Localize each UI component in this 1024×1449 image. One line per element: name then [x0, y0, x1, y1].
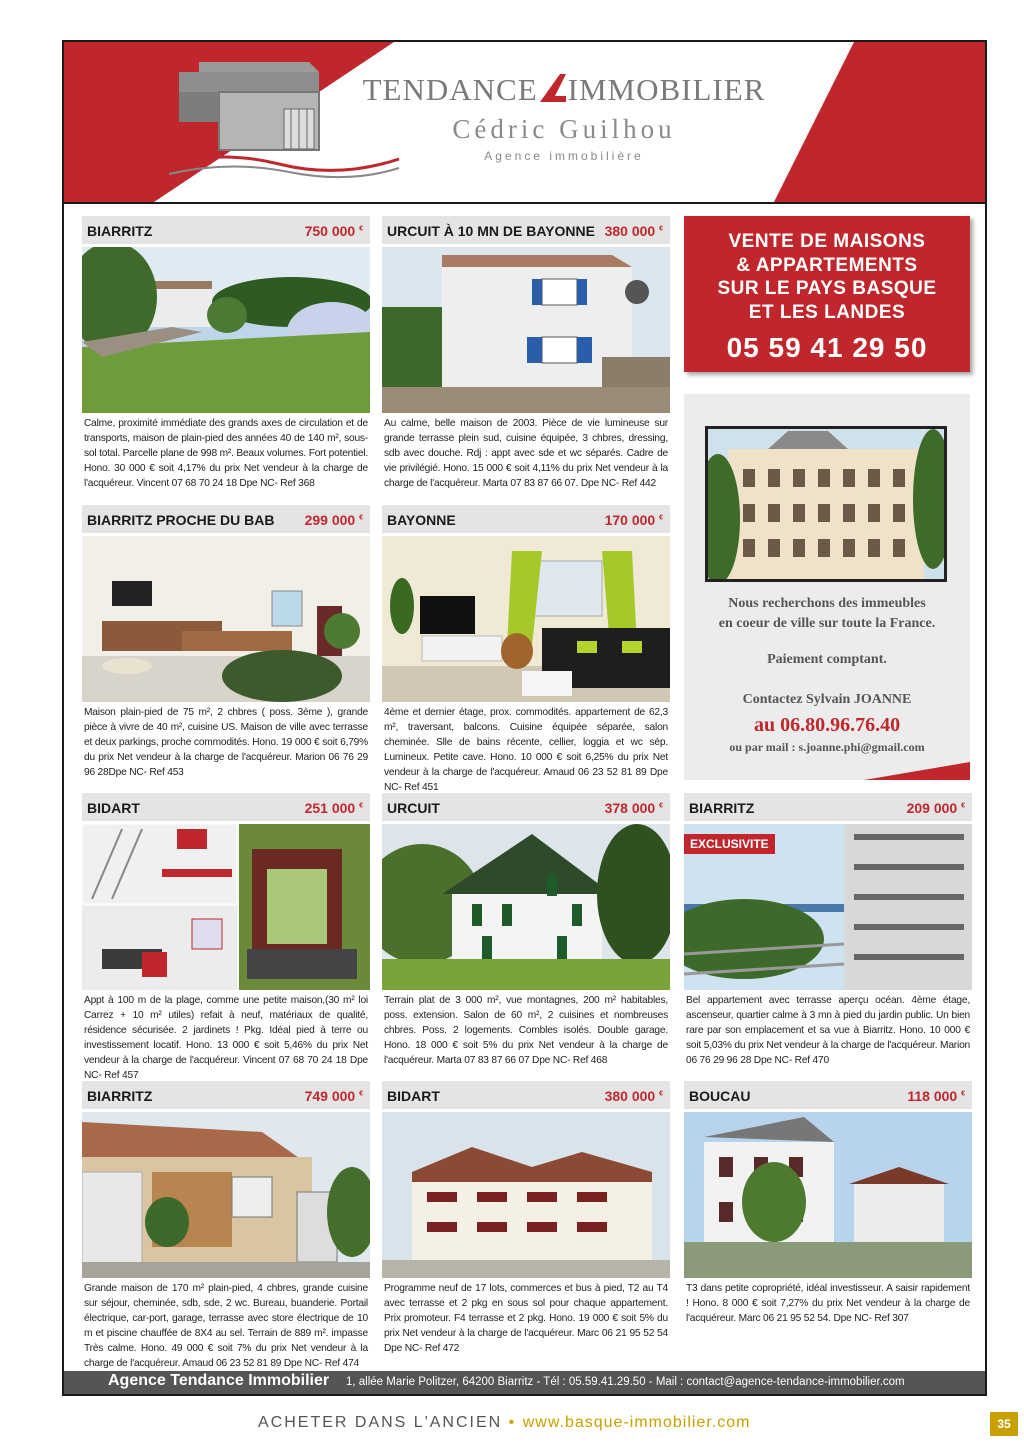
listing-city: BIDART — [87, 800, 140, 816]
listing-header — [382, 505, 670, 533]
listing-photo[interactable] — [82, 536, 370, 702]
listing-city: BIDART — [387, 1088, 440, 1104]
listing-city: URCUIT — [387, 800, 440, 816]
listing-photo[interactable] — [382, 536, 670, 702]
listing-description: Grande maison de 170 m² plain-pied, 4 chbres, grande cuisine sur séjour, cheminée, sdb, sde, 2 wc. Bureau, buanderie. Portail électrique, car-port, garage, terrasse avec store électrique de 10 m et piscine chauffée de 8X4 au sel. Terrain de 889 m². impasse Très calme. Hono. 49 000 € soit 7% du prix Net vendeur à la charge de l'acquéreur. Amaud 06 23 52 81 89 Dpe NC- Ref 474 — [84, 1283, 368, 1369]
listing-header — [382, 216, 670, 244]
listing-price: 378 000 € — [604, 800, 663, 816]
listing-description: T3 dans petite copropriété, idéal investisseur. A saisir rapidement ! Hono. 8 000 € soit 7,27% du prix Net vendeur à la charge de l'acquéreur. Marc 06 21 95 52 54. Dpe NC- Ref 307 — [686, 1283, 970, 1324]
header-banner — [64, 42, 985, 204]
brand-title — [354, 72, 774, 108]
listing-description: Calme, proximité immédiate des grands axes de circulation et de transports, maison de plain-pied des années 40 de 140 m², sous-sol total. Parcelle plane de 998 m². Beaux volumes. Fort potentiel. Hono. 30 000 € soit 4,17% du prix Net vendeur à la charge de l'acquéreur. Vincent 07 68 70 24 18 Dpe NC- Ref 368 — [84, 418, 368, 489]
listing-card[interactable] — [82, 1081, 370, 1371]
listing-price: 209 000 € — [906, 800, 965, 816]
ad-phone[interactable]: au 06.80.96.76.40 — [753, 714, 901, 736]
listing-photo[interactable] — [382, 824, 670, 990]
brand-mark-icon — [538, 74, 568, 102]
listing-card[interactable] — [382, 1081, 670, 1356]
listing-description: Au calme, belle maison de 2003. Pièce de vie lumineuse sur grande terrasse plein sud, cuisine équipée, 3 chbres, dressing, sdb avec douche. Rdj : appt avec sde et wc séparés. Cadre de vie privilégié. Hono. 15 000 € soit 4,11% du prix Net vendeur à la charge de l'acquéreur. Marta 07 83 87 66 07. Dpe NC- Ref 442 — [384, 418, 668, 489]
listing-price: 750 000 € — [304, 223, 363, 239]
listing-city: BOUCAU — [689, 1088, 751, 1104]
listing-header — [82, 505, 370, 533]
listing-photo[interactable] — [382, 247, 670, 413]
listing-price: 380 000 € — [604, 223, 663, 239]
listing-header — [684, 793, 972, 821]
promo-line: VENTE DE MAISONS — [728, 231, 926, 252]
listing-photo[interactable] — [684, 1112, 972, 1278]
promo-line: & APPARTEMENTS — [736, 254, 918, 276]
website-link[interactable]: www.basque-immobilier.com — [522, 1414, 751, 1431]
listing-header — [382, 793, 670, 821]
page-number: 35 — [990, 1412, 1018, 1436]
listing-price: 251 000 € — [304, 800, 363, 816]
listing-photo[interactable] — [82, 824, 370, 990]
ad-decor — [684, 762, 970, 780]
brand-title-right: IMMOBILIER — [567, 72, 766, 107]
ad-text: Nous recherchons des immeubles en coeur de ville sur toute la France. — [718, 596, 936, 631]
listing-header — [382, 1081, 670, 1109]
ad-mail[interactable]: ou par mail : s.joanne.phi@gmail.com — [729, 740, 925, 754]
brand-tagline: Agence immobilière — [484, 149, 644, 163]
listing-description: Bel appartement avec terrasse aperçu océan. 4ème étage, ascenseur, quartier calme à 3 mn à pied du jardin public. Un bien rare par son emplacement et sa vue à Biarritz. Hono. 10 000 € soit 5,03% du prix Net vendeur à la charge de l'acquéreur. Marion 06 76 29 96 28 Dpe NC- Ref 470 — [686, 995, 970, 1066]
brand-block — [354, 72, 774, 163]
listing-card[interactable] — [684, 1081, 972, 1326]
agency-footer-bar — [64, 1371, 985, 1394]
ad-photo — [705, 426, 947, 582]
listing-city: BIARRITZ — [689, 800, 755, 816]
page-footer — [258, 1414, 750, 1432]
listing-city: BIARRITZ PROCHE DU BAB — [87, 512, 275, 528]
listing-price: 170 000 € — [604, 512, 663, 528]
listing-header — [82, 1081, 370, 1109]
listing-photo[interactable] — [82, 247, 370, 413]
promo-box[interactable] — [684, 216, 970, 372]
agency-address[interactable]: 1, allée Marie Politzer, 64200 Biarritz - Tél : 05.59.41.29.50 - Mail : contact@agence-tendance-immobilier.com — [346, 1376, 905, 1388]
promo-line: SUR LE PAYS BASQUE — [717, 278, 937, 299]
listing-card[interactable] — [382, 216, 670, 491]
exclusivity-badge: EXCLUSIVITE — [684, 834, 775, 854]
listing-header — [82, 216, 370, 244]
listing-photo[interactable] — [382, 1112, 670, 1278]
listing-header — [684, 1081, 972, 1109]
promo-phone[interactable]: 05 59 41 29 50 — [726, 332, 928, 363]
listing-price: 299 000 € — [304, 512, 363, 528]
listing-description: Terrain plat de 3 000 m², vue montagnes, 200 m² habitables, poss. extension. Salon de 60 m², 2 cuisines et nombreuses chbres. Poss. 2 logements. Combles isolés. Double garage. Hono. 18 000 € soit 5% du prix Net vendeur à la charge de l'acquéreur. Marta 07 83 87 66 07 Dpe NC- Ref 468 — [384, 995, 668, 1066]
listing-photo[interactable] — [82, 1112, 370, 1278]
listing-description: Appt à 100 m de la plage, comme une petite maison,(30 m² loi Carrez + 10 m² utiles) refait à neuf, matériaux de qualité, résidence sécurisée. 2 jardinets ! Pkg. Idéal pied à terre ou investissement locatif. Hono. 13 000 € soit 5,46% du prix Net vendeur à la charge de l'acquéreur. Vincent 07 68 70 24 18 Dpe NC- Ref 457 — [84, 995, 368, 1081]
brand-title-left: TENDANCE — [362, 72, 538, 107]
listing-city: URCUIT À 10 MN DE BAYONNE — [387, 223, 595, 239]
agency-name: Agence Tendance Immobilier — [108, 1372, 330, 1389]
listing-card[interactable] — [82, 793, 370, 1083]
bullet: • — [508, 1414, 517, 1431]
listing-card[interactable] — [82, 505, 370, 780]
promo-line: ET LES LANDES — [748, 301, 906, 323]
section-title: ACHETER DANS L'ANCIEN — [258, 1414, 503, 1431]
brand-subtitle: Cédric Guilhou — [452, 114, 676, 144]
listing-city: BIARRITZ — [87, 223, 153, 239]
ad-contact-name: Contactez Sylvain JOANNE — [742, 692, 912, 707]
listing-card[interactable] — [382, 505, 670, 795]
listing-price: 380 000 € — [604, 1088, 663, 1104]
advertisement[interactable] — [684, 394, 970, 780]
listing-card[interactable] — [82, 216, 370, 491]
page-frame — [62, 40, 987, 1396]
listing-description: 4ème et dernier étage, prox. commodités. appartement de 62,3 m², traversant, balcons. Cuisine équipée séparée, salon cheminée. Slle de bains récente, cellier, loggia et wc sép. Lumineux. Petite cave. Hono. 10 000 € soit 6,25% du prix Net vendeur à la charge de l'acquéreur. Amaud 06 23 52 81 89 Dpe NC- Ref 451 — [384, 707, 668, 793]
listing-photo[interactable] — [684, 824, 972, 990]
listing-price: 118 000 € — [907, 1088, 965, 1104]
listing-price: 749 000 € — [304, 1088, 363, 1104]
listing-city: BAYONNE — [387, 512, 456, 528]
listing-city: BIARRITZ — [87, 1088, 153, 1104]
listing-card[interactable] — [382, 793, 670, 1068]
listing-header — [82, 793, 370, 821]
listing-description: Maison plain-pied de 75 m², 2 chbres ( poss. 3ème ), grande pièce à vivre de 40 m², cuisine US. Maison de ville avec terrasse et deux parkings, proche commodités. Hono. 19 000 € soit 6,79% du prix Net vendeur à la charge de l'acquéreur. Marion 06 76 29 96 28Dpe NC- Ref 453 — [84, 707, 368, 778]
listing-description: Programme neuf de 17 lots, commerces et bus à pied, T2 au T4 avec terrasse et 2 pkg en sous sol pour chaque appartement. Prix promoteur. F4 terrasse et 2 pkg. Hono. 19 000 € soit 5% du prix Net vendeur à la charge de l'acquéreur. Marc 06 21 95 52 54 Dpe NC- Ref 472 — [384, 1283, 668, 1354]
ad-text: Paiement comptant. — [767, 652, 887, 667]
listing-card[interactable] — [684, 793, 972, 1068]
